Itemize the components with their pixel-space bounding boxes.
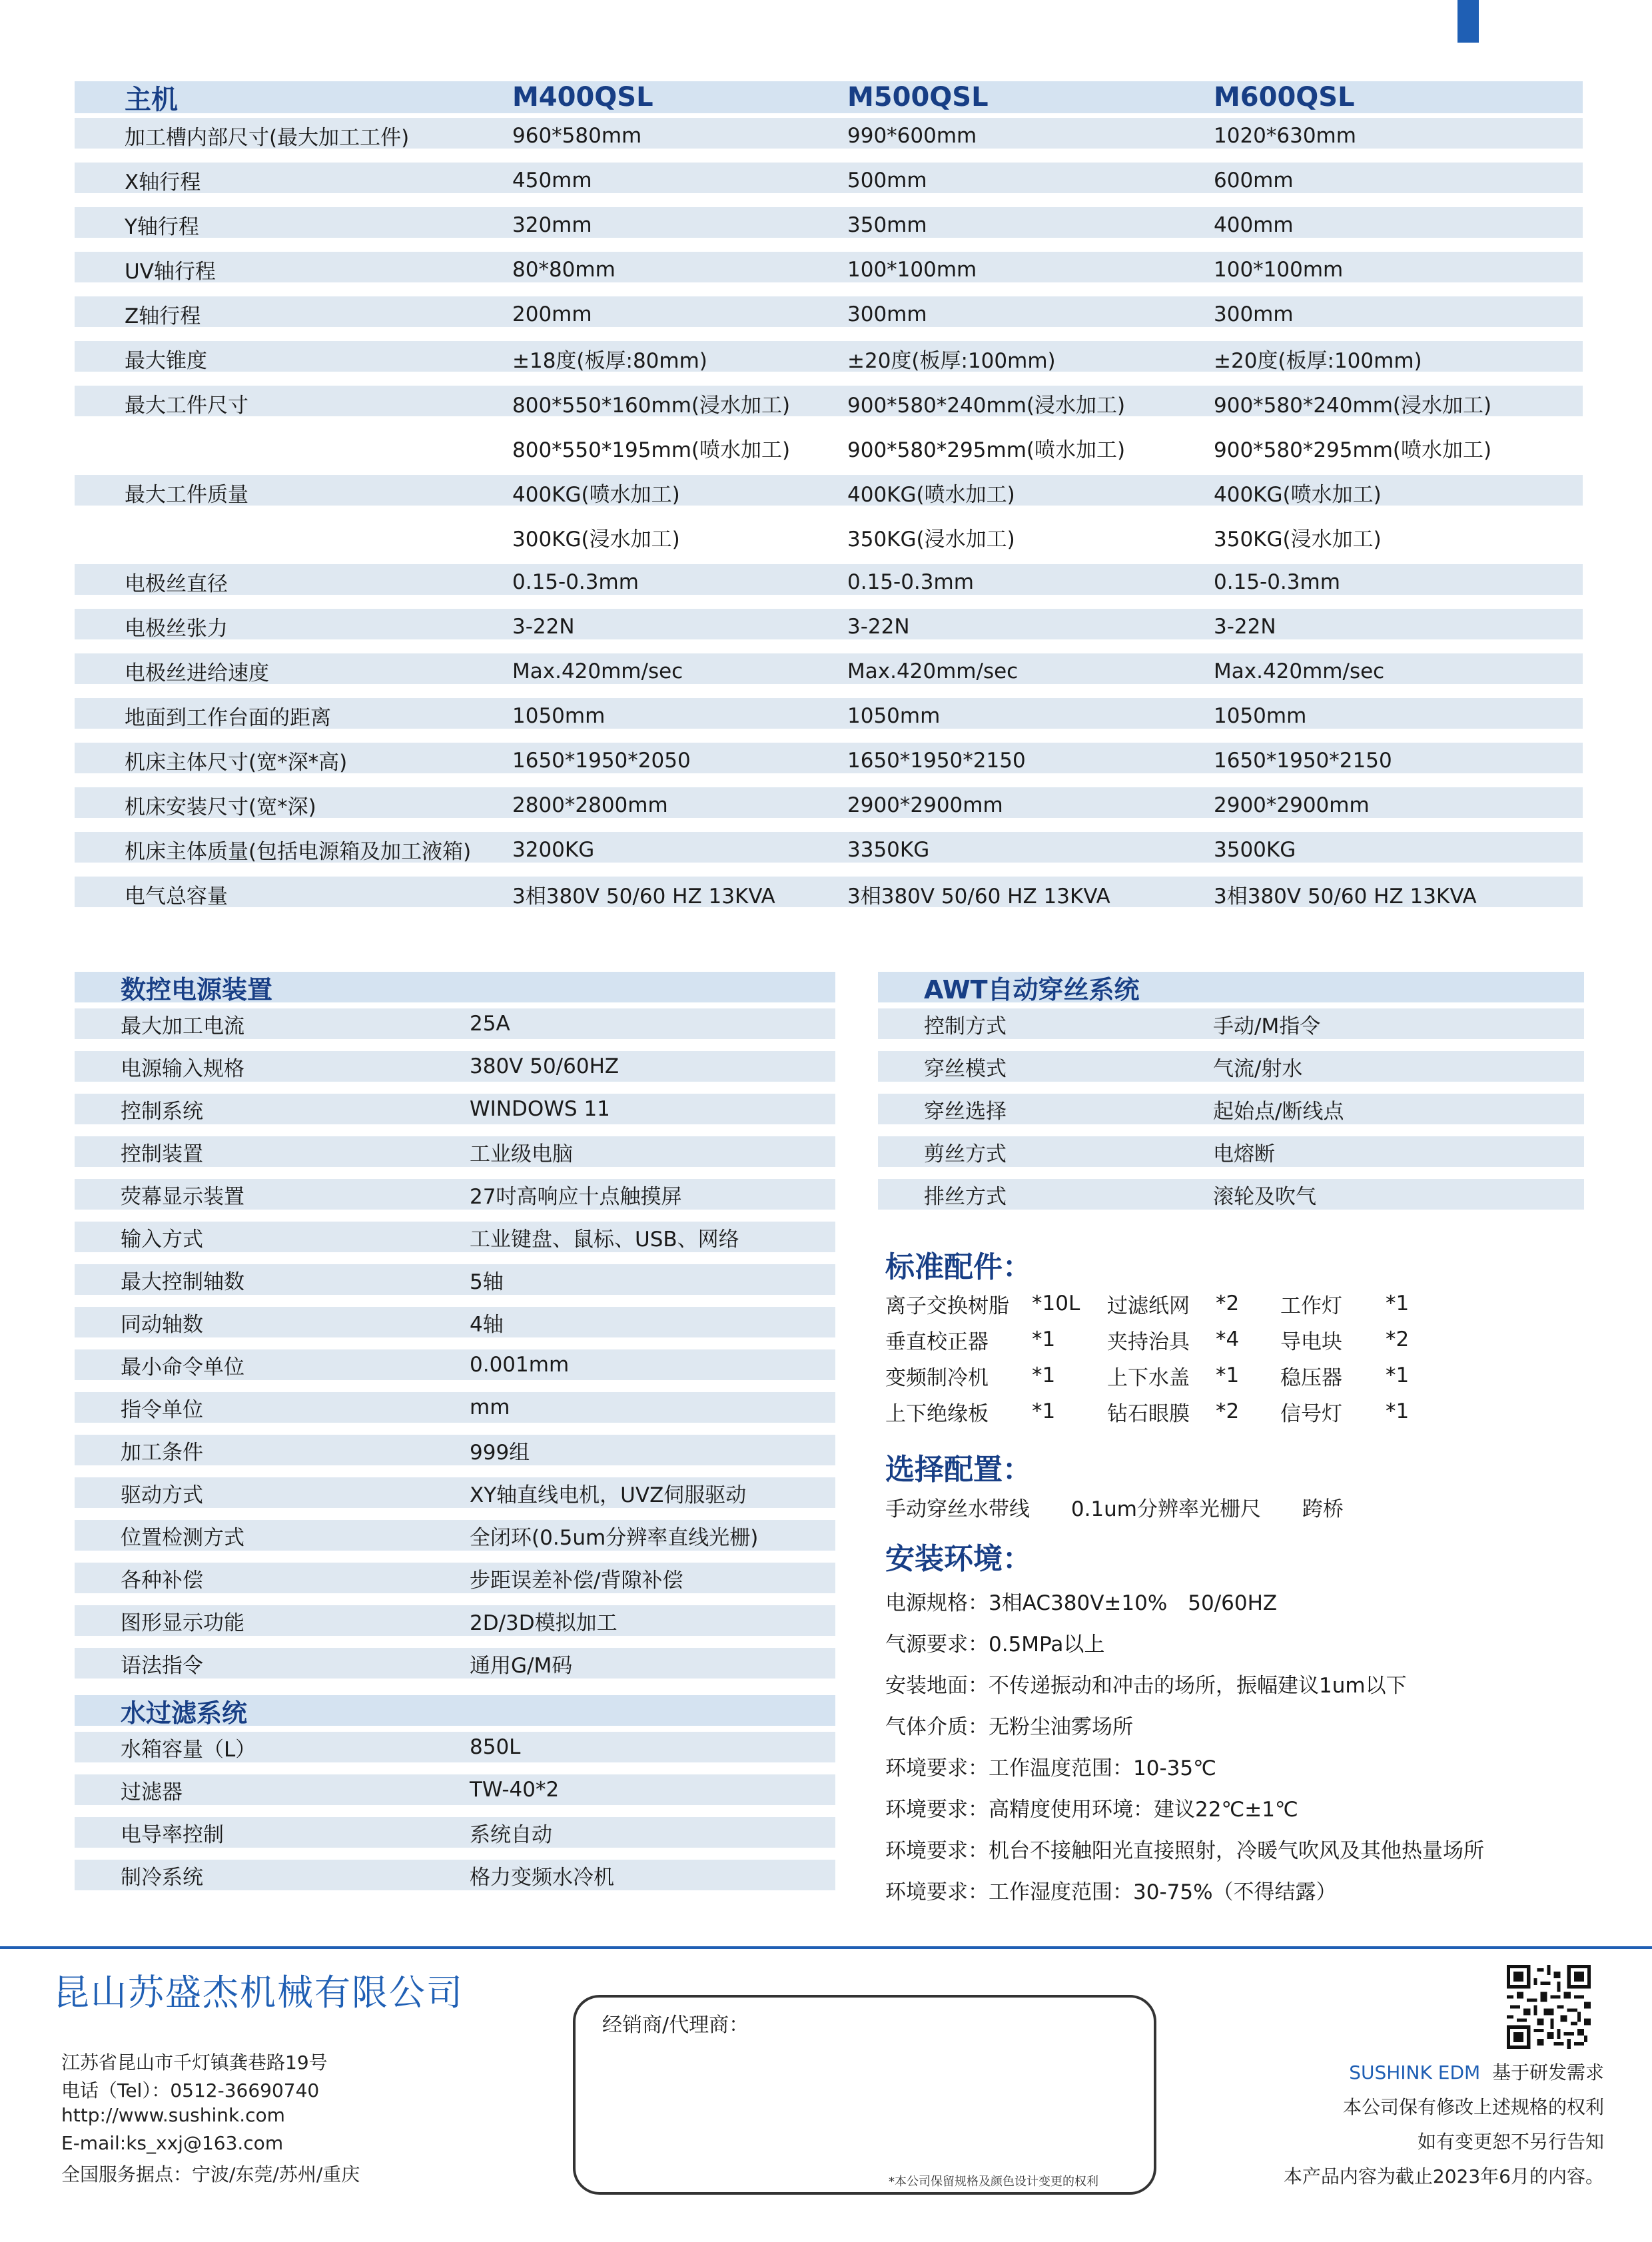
spec-value: 900*580*295mm(喷水加工) (1214, 438, 1492, 462)
spec-row (75, 381, 1583, 426)
spec-value: 2900*2900mm (1214, 793, 1370, 817)
environment-item: 环境要求：高精度使用环境：建议22℃±1℃ (885, 1797, 1298, 1822)
spec-value: 350mm (847, 212, 927, 237)
spec-value: 400mm (1214, 212, 1294, 237)
spec-value: 全闭环(0.5um分辨率直线光栅) (470, 1525, 759, 1550)
spec-label: 排丝方式 (924, 1184, 1007, 1209)
awt-row (878, 1130, 1584, 1173)
spec-label: 各种补偿 (121, 1568, 203, 1593)
spec-label: 最大加工电流 (121, 1014, 244, 1038)
address: 江苏省昆山市千灯镇龚巷路19号 (61, 2052, 328, 2073)
spec-label: 最大控制轴数 (121, 1270, 244, 1294)
header-model-m500qsl: M500QSL (847, 82, 989, 113)
spec-value: 电熔断 (1213, 1142, 1275, 1166)
awt-row (878, 1045, 1584, 1088)
accessory-name: 上下水盖 (1107, 1365, 1190, 1390)
spec-value: 350KG(浸水加工) (847, 528, 1015, 552)
option-item: 手动穿丝水带线 (885, 1497, 1030, 1521)
spec-value: 3相380V 50/60 HZ 13KVA (1214, 885, 1477, 909)
spec-value: 80*80mm (512, 257, 616, 282)
spec-row (75, 292, 1583, 336)
accessory-row (885, 1286, 1426, 1321)
spec-row (75, 872, 1583, 917)
accessory-name: 稳压器 (1280, 1365, 1342, 1390)
spec-value: 4轴 (470, 1312, 504, 1337)
water-row (75, 1768, 835, 1811)
accessory-name: 夹持治具 (1107, 1329, 1190, 1354)
spec-value: Max.420mm/sec (1214, 659, 1385, 683)
contact-info (61, 2048, 360, 2188)
spec-value: 990*600mm (847, 123, 977, 148)
spec-value: 3-22N (847, 614, 910, 639)
cnc-row (75, 1301, 835, 1343)
spec-label: 机床主体尺寸(宽*深*高) (125, 751, 348, 775)
accessory-name: 上下绝缘板 (885, 1401, 989, 1426)
water-row (75, 1811, 835, 1854)
cnc-row (75, 1258, 835, 1301)
brand-name: SUSHINK EDM (1349, 2061, 1481, 2083)
spec-row (75, 560, 1583, 604)
spec-label: 图形显示功能 (121, 1611, 244, 1635)
accessory-row (885, 1321, 1426, 1357)
spec-label: 控制方式 (924, 1014, 1007, 1038)
spec-value: 气流/射水 (1213, 1056, 1303, 1081)
options-list (885, 1492, 1378, 1522)
header-host: 主机 (125, 84, 178, 115)
note-line: 本产品内容为截止2023年6月的内容。 (1283, 2165, 1604, 2187)
spec-value: 900*580*240mm(浸水加工) (1214, 394, 1492, 418)
accessory-qty: *2 (1216, 1399, 1240, 1423)
main-table-header (75, 81, 1583, 113)
cnc-row (75, 1386, 835, 1429)
spec-value: 320mm (512, 212, 592, 237)
spec-value: 2900*2900mm (847, 793, 1003, 817)
spec-value: 350KG(浸水加工) (1214, 528, 1382, 552)
spec-value: 2800*2800mm (512, 793, 668, 817)
spec-value: 3-22N (1214, 614, 1276, 639)
phone: 电话（Tel）：0512-36690740 (61, 2079, 320, 2101)
cnc-row (75, 1557, 835, 1599)
awt-row (878, 1002, 1584, 1045)
note-line: 如有变更恕不另行告知 (1417, 2131, 1604, 2153)
spec-label: 控制装置 (121, 1142, 203, 1166)
spec-row (75, 470, 1583, 515)
spec-label: 加工条件 (121, 1440, 203, 1465)
spec-label: 最大工件质量 (125, 483, 248, 507)
spec-value: 999组 (470, 1440, 530, 1465)
spec-label: 水箱容量（L） (121, 1737, 256, 1762)
spec-label: 驱动方式 (121, 1483, 203, 1507)
spec-label: 同动轴数 (121, 1312, 203, 1337)
option-item: 跨桥 (1302, 1497, 1344, 1521)
service-locations: 全国服务据点：宁波/东莞/苏州/重庆 (61, 2163, 360, 2185)
accessory-qty: *1 (1032, 1399, 1056, 1423)
footer-divider (0, 1946, 1652, 1949)
spec-value: 300KG(浸水加工) (512, 528, 680, 552)
cnc-row (75, 1002, 835, 1045)
spec-label: 过滤器 (121, 1780, 183, 1804)
brand-line (1284, 2058, 1604, 2093)
spec-value: 5轴 (470, 1270, 504, 1294)
spec-value: 1650*1950*2050 (512, 748, 691, 773)
awt-row (878, 1088, 1584, 1130)
accessory-qty: *1 (1032, 1327, 1056, 1351)
spec-label: 加工槽内部尺寸(最大加工工件) (125, 126, 410, 150)
note-line: 本公司保有修改上述规格的权利 (1342, 2096, 1604, 2118)
accessory-name: 离子交换树脂 (885, 1294, 1009, 1318)
options-title: 选择配置： (885, 1453, 1032, 1487)
spec-row (75, 515, 1583, 560)
spec-value: 100*100mm (847, 257, 977, 282)
water-row (75, 1854, 835, 1896)
spec-label: 指令单位 (121, 1397, 203, 1422)
spec-label: 最小命令单位 (121, 1355, 244, 1379)
website-link[interactable]: http://www.sushink.com (61, 2104, 285, 2126)
cnc-power-title: 数控电源装置 (75, 972, 835, 1002)
spec-value: 起始点/断线点 (1213, 1099, 1344, 1124)
accessory-qty: *1 (1216, 1363, 1240, 1387)
spec-label: 电源输入规格 (121, 1056, 244, 1081)
spec-label: 最大锥度 (125, 349, 207, 373)
environment-item: 环境要求：工作湿度范围：30-75%（不得结露） (885, 1880, 1337, 1904)
spec-value: 0.15-0.3mm (512, 569, 639, 594)
spec-value: 450mm (512, 168, 592, 192)
spec-value: 300mm (847, 302, 927, 326)
accessory-row (885, 1357, 1426, 1393)
cnc-row (75, 1088, 835, 1130)
spec-label: Y轴行程 (125, 215, 199, 239)
spec-label: 制冷系统 (121, 1865, 203, 1890)
spec-value: 100*100mm (1214, 257, 1344, 282)
accessory-qty: *10L (1032, 1292, 1080, 1315)
spec-value: 900*580*295mm(喷水加工) (847, 438, 1126, 462)
spec-label: 语法指令 (121, 1653, 203, 1678)
cnc-row (75, 1429, 835, 1471)
spec-value: ±18度(板厚:80mm) (512, 349, 707, 373)
environment-item: 气体介质：无粉尘油雾场所 (885, 1714, 1133, 1739)
water-filter-panel (75, 1695, 835, 1896)
environment-item: 安装地面：不传递振动和冲击的场所，振幅建议1um以下 (885, 1673, 1407, 1698)
spec-value: 850L (470, 1735, 521, 1759)
cnc-row (75, 1130, 835, 1173)
spec-value: 25A (470, 1012, 510, 1036)
environment-item: 气源要求：0.5MPa以上 (885, 1632, 1105, 1657)
spec-value: 3相380V 50/60 HZ 13KVA (512, 885, 775, 909)
spec-label: 最大工件尺寸 (125, 394, 248, 418)
spec-label: 穿丝模式 (924, 1056, 1007, 1081)
header-model-m600qsl: M600QSL (1214, 82, 1355, 113)
dealer-note: *本公司保留规格及颜色设计变更的权利 (889, 2175, 1098, 2189)
accessory-name: 工作灯 (1280, 1294, 1342, 1318)
spec-label: Z轴行程 (125, 304, 201, 328)
spec-value: 1050mm (1214, 703, 1307, 728)
spec-row (75, 783, 1583, 827)
email-link[interactable]: E-mail:ks_xxj@163.com (61, 2132, 284, 2154)
spec-row (75, 113, 1583, 158)
spec-value: 500mm (847, 168, 927, 192)
accessory-row (885, 1393, 1426, 1429)
spec-label: 地面到工作台面的距离 (125, 706, 331, 730)
spec-label: 电极丝进给速度 (125, 661, 269, 685)
accessory-qty: *1 (1386, 1399, 1410, 1423)
spec-value: 3350KG (847, 837, 930, 862)
cnc-row (75, 1216, 835, 1258)
spec-label: UV轴行程 (125, 260, 216, 284)
dealer-label: 经销商/代理商： (602, 2014, 749, 2037)
qr-code-icon (1507, 1965, 1591, 2049)
spec-label: 剪丝方式 (924, 1142, 1007, 1166)
spec-row (75, 158, 1583, 202)
accessory-name: 钻石眼膜 (1107, 1401, 1190, 1426)
header-model-m400qsl: M400QSL (512, 82, 653, 113)
cnc-row (75, 1045, 835, 1088)
spec-value: 400KG(喷水加工) (847, 483, 1015, 507)
environment-list (885, 1580, 1484, 1910)
spec-value: 960*580mm (512, 123, 642, 148)
spec-value: 1050mm (847, 703, 941, 728)
spec-label: 电极丝直径 (125, 572, 228, 596)
spec-row (75, 336, 1583, 381)
spec-row (75, 202, 1583, 247)
spec-value: Max.420mm/sec (847, 659, 1019, 683)
spec-value: 200mm (512, 302, 592, 326)
spec-value: 3相380V 50/60 HZ 13KVA (847, 885, 1110, 909)
spec-row (75, 649, 1583, 693)
main-spec-table (75, 81, 1583, 917)
spec-value: 3-22N (512, 614, 575, 639)
accessory-qty: *2 (1216, 1292, 1240, 1315)
company-name: 昆山苏盛杰机械有限公司 (53, 1972, 464, 2014)
spec-value: 0.15-0.3mm (847, 569, 974, 594)
spec-value: 380V 50/60HZ (470, 1054, 620, 1078)
spec-label: 位置检测方式 (121, 1525, 244, 1550)
spec-label: 荧幕显示装置 (121, 1184, 244, 1209)
spec-value: 27吋高响应十点触摸屏 (470, 1184, 682, 1209)
spec-value: 3500KG (1214, 837, 1296, 862)
spec-row (75, 827, 1583, 872)
cnc-row (75, 1343, 835, 1386)
spec-label: 电导率控制 (121, 1822, 224, 1847)
dealer-box (573, 1995, 1156, 2195)
environment-item: 电源规格：3相AC380V±10% 50/60HZ (885, 1591, 1278, 1615)
spec-value: 400KG(喷水加工) (1214, 483, 1382, 507)
accessory-qty: *1 (1386, 1292, 1410, 1315)
spec-value: 800*550*195mm(喷水加工) (512, 438, 791, 462)
accessory-qty: *1 (1032, 1363, 1056, 1387)
cnc-row (75, 1514, 835, 1557)
awt-row (878, 1173, 1584, 1216)
spec-label: 机床主体质量(包括电源箱及加工液箱) (125, 840, 472, 864)
accessory-name: 导电块 (1280, 1329, 1342, 1354)
spec-row (75, 693, 1583, 738)
spec-value: 1020*630mm (1214, 123, 1356, 148)
cnc-row (75, 1471, 835, 1514)
spec-value: ±20度(板厚:100mm) (1214, 349, 1422, 373)
accessory-name: 信号灯 (1280, 1401, 1342, 1426)
spec-value: TW-40*2 (470, 1778, 560, 1802)
cnc-power-panel (75, 972, 835, 1684)
spec-row (75, 604, 1583, 649)
spec-value: 3200KG (512, 837, 595, 862)
spec-value: 400KG(喷水加工) (512, 483, 680, 507)
spec-value: 1050mm (512, 703, 606, 728)
spec-value: 0.15-0.3mm (1214, 569, 1340, 594)
accessory-qty: *2 (1386, 1327, 1410, 1351)
option-item: 0.1um分辨率光栅尺 (1070, 1497, 1262, 1521)
accessory-qty: *4 (1216, 1327, 1240, 1351)
spec-value: ±20度(板厚:100mm) (847, 349, 1056, 373)
spec-label: 穿丝选择 (924, 1099, 1007, 1124)
spec-row (75, 426, 1583, 470)
accessories-list (885, 1286, 1426, 1429)
spec-value: 0.001mm (470, 1353, 570, 1377)
water-row (75, 1726, 835, 1768)
corner-tab (1457, 0, 1479, 43)
spec-row (75, 247, 1583, 292)
right-notes (1284, 2058, 1604, 2197)
spec-value: 600mm (1214, 168, 1294, 192)
cnc-row (75, 1642, 835, 1684)
spec-value: 通用G/M码 (470, 1653, 573, 1678)
spec-value: 1650*1950*2150 (847, 748, 1026, 773)
accessory-name: 过滤纸网 (1107, 1294, 1190, 1318)
spec-value: WINDOWS 11 (470, 1097, 610, 1121)
spec-value: 900*580*240mm(浸水加工) (847, 394, 1126, 418)
spec-value: 步距误差补偿/背隙补偿 (470, 1568, 683, 1593)
cnc-row (75, 1173, 835, 1216)
spec-value: 工业键盘、鼠标、USB、网络 (470, 1227, 739, 1252)
awt-panel (878, 972, 1584, 1216)
brand-suffix: 基于研发需求 (1491, 2061, 1604, 2083)
awt-title: AWT自动穿丝系统 (878, 972, 1584, 1002)
spec-label: 机床安装尺寸(宽*深) (125, 795, 316, 819)
spec-value: 300mm (1214, 302, 1294, 326)
spec-row (75, 738, 1583, 783)
spec-label: 电极丝张力 (125, 617, 228, 641)
spec-value: 格力变频水冷机 (470, 1865, 614, 1890)
accessory-qty: *1 (1386, 1363, 1410, 1387)
spec-label: 输入方式 (121, 1227, 203, 1252)
spec-value: mm (470, 1395, 510, 1419)
environment-item: 环境要求：工作温度范围：10-35℃ (885, 1756, 1216, 1780)
spec-value: XY轴直线电机，UVZ伺服驱动 (470, 1483, 747, 1507)
spec-value: 800*550*160mm(浸水加工) (512, 394, 791, 418)
cnc-row (75, 1599, 835, 1642)
spec-label: X轴行程 (125, 171, 201, 194)
spec-value: 系统自动 (470, 1822, 552, 1847)
environment-item: 环境要求：机台不接触阳光直接照射，冷暖气吹风及其他热量场所 (885, 1838, 1484, 1863)
spec-label: 控制系统 (121, 1099, 203, 1124)
accessories-title: 标准配件： (885, 1250, 1032, 1284)
spec-value: 手动/M指令 (1213, 1014, 1321, 1038)
spec-value: Max.420mm/sec (512, 659, 683, 683)
accessory-name: 垂直校正器 (885, 1329, 989, 1354)
water-filter-title: 水过滤系统 (75, 1695, 835, 1726)
spec-label: 电气总容量 (125, 885, 228, 909)
spec-value: 2D/3D模拟加工 (470, 1611, 618, 1635)
spec-value: 1650*1950*2150 (1214, 748, 1392, 773)
spec-value: 工业级电脑 (470, 1142, 573, 1166)
accessory-name: 变频制冷机 (885, 1365, 989, 1390)
spec-value: 滚轮及吹气 (1213, 1184, 1316, 1209)
environment-title: 安装环境： (885, 1542, 1032, 1576)
